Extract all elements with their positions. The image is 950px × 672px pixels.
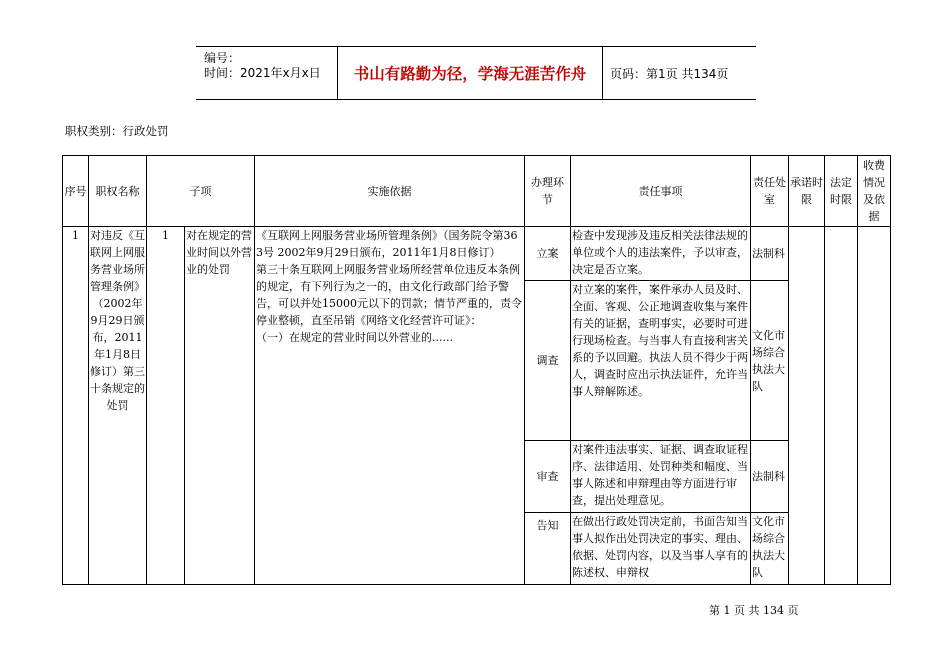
power-table [62,155,891,585]
dept-cell: 法制科 [751,441,789,513]
dept-cell: 文化市场综合执法大队 [751,513,789,585]
header-basis: 实施依据 [255,156,525,227]
duty-cell: 对案件违法事实、证据、调查取证程序、法律适用、处罚种类和幅度、当事人陈述和申辩理由等方面进行审查，提出处理意见。 [571,441,751,513]
page-header [196,46,756,100]
row-seq: 1 [63,227,89,585]
header-legal: 法定时限 [825,156,858,227]
stage-cell: 立案 [525,227,571,281]
page-footer: 第 1 页 共 134 页 [709,604,799,617]
header-motto: 书山有路勤为径，学海无涯苦作舟 [338,47,603,99]
row-sub-no: 1 [147,227,185,585]
basis-article: 第三十条互联网上网服务营业场所经营单位违反本条例的规定，有下列行为之一的，由文化行政部门给予警告，可以并处15000元以下的罚款；情节严重的，责令停业整顿，直至吊销《网络文化经营许可证》： [256,263,522,327]
category-label: 职权类别：行政处罚 [65,124,169,138]
code-label: 编号： [204,51,241,65]
legal-cell [825,227,858,585]
row-sub-item: 对在规定的营业时间以外营业的处罚 [185,227,255,585]
table-header-row [63,156,891,227]
table-row [63,227,891,281]
stage-cell: 告知 [525,513,571,585]
header-fee: 收费情况及依据 [858,156,891,227]
header-sub-item: 子项 [147,156,255,227]
header-stage: 办理环节 [525,156,571,227]
row-basis [255,227,525,585]
page-counter: 页码：第1页 共134页 [610,66,729,81]
header-duty: 责任事项 [571,156,751,227]
dept-cell: 文化市场综合执法大队 [751,281,789,441]
duty-cell: 检查中发现涉及违反相关法律法规的单位或个人的违法案件，予以审查，决定是否立案。 [571,227,751,281]
header-promise: 承诺时限 [789,156,825,227]
time-label: 时间：2021年x月x日 [204,66,321,80]
header-seq: 序号 [63,156,89,227]
stage-cell: 调查 [525,281,571,441]
stage-cell: 审查 [525,441,571,513]
basis-title: 《互联网上网服务营业场所管理条例》（国务院令第363号 2002年9月29日颁布，2011年1月8日修订） [256,229,518,259]
duty-cell: 在做出行政处罚决定前，书面告知当事人拟作出处罚决定的事实、理由、依据、处罚内容，以及当事人享有的陈述权、申辩权 [571,513,751,585]
row-power-name: 对违反《互联网上网服务营业场所管理条例》（2002年9月29日颁布，2011年1月8日修订）第三十条规定的处罚 [89,227,147,585]
promise-cell [789,227,825,585]
fee-cell [858,227,891,585]
header-dept: 责任处室 [751,156,789,227]
duty-cell: 对立案的案件，案件承办人员及时、全面、客观、公正地调查收集与案件有关的证据，查明事实，必要时可进行现场检查。与当事人有直接利害关系的予以回避。执法人员不得少于两人，调查时应出示执法证件，允许当事人辩解陈述。 [571,281,751,441]
basis-clause: （一）在规定的营业时间以外营业的...... [256,331,453,344]
header-power-name: 职权名称 [89,156,147,227]
dept-cell: 法制科 [751,227,789,281]
header-meta [196,47,338,99]
